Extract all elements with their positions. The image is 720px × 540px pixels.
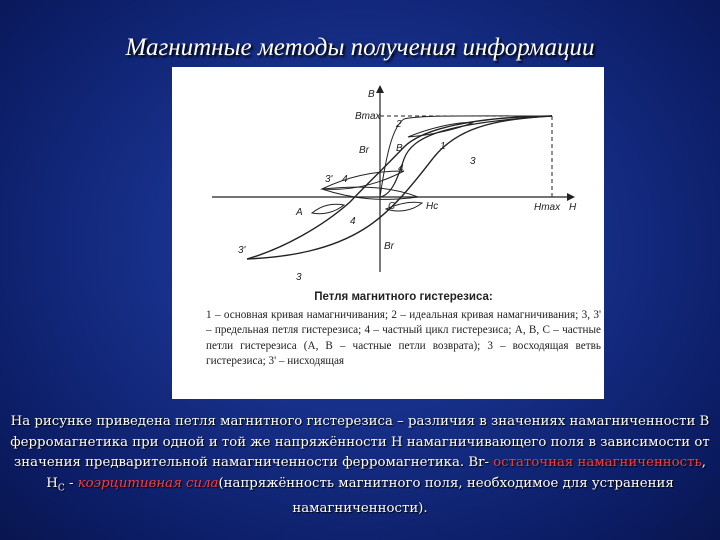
br-bottom-label: Br <box>384 241 394 252</box>
slide-body-text <box>4 412 716 520</box>
curve-2-label: 2 <box>396 119 402 130</box>
curve-2-ideal <box>380 116 552 197</box>
loop-B-label: B <box>396 143 403 154</box>
curve-3prime-top-label: 3' <box>325 174 333 185</box>
curve-3prime-descending <box>247 116 552 259</box>
h-axis-label: H <box>569 202 577 213</box>
curve-3-bottom-label: 3 <box>296 272 302 283</box>
hysteresis-figure <box>172 67 604 399</box>
coercive-term: коэрцитивная сила <box>77 475 219 491</box>
hmax-label: Hmax <box>534 202 561 213</box>
loop-A <box>312 204 344 213</box>
curve-1-main <box>380 116 552 197</box>
body-part2: (напряжённость магнитного поля, необходимое для устранения намагниченности). <box>218 475 674 517</box>
loop-A-label: A <box>296 207 303 218</box>
br-top-label: Br <box>359 145 369 156</box>
b-axis-label: B <box>368 89 375 100</box>
body-sep: , H <box>46 455 706 491</box>
bmax-label: Bmax <box>355 111 381 122</box>
hc-label: Hc <box>426 201 439 212</box>
slide-title: Магнитные методы получения информации <box>125 34 595 61</box>
loop-4a-label: 4 <box>398 163 404 174</box>
b-axis-arrow <box>376 85 384 93</box>
body-part1: На рисунке приведена петля магнитного гистерезиса – различия в значениях намагниченности В ферромагнетика при одной и той же напряжённости Н намагничивающего поля в зависимости от значения предварительной намагниченности ферромагнетика. Br- <box>10 414 710 471</box>
curve-1-label: 1 <box>440 141 446 152</box>
caption-text: 1 – основная кривая намагничивания; 2 – идеальная кривая намагничивания; 3, 3' – предельная петля гистерезиса; 4 – частный цикл гистерезиса; A, B, C – частные петли гистерезиса (A, B – частные петли возврата); 3 – восходящая ветвь гистерезиса; 3' – нисходящая <box>206 308 601 367</box>
remanence-term: остаточная намагниченность <box>493 455 702 471</box>
body-dash: - <box>64 475 78 491</box>
curve-3prime-bottom-label: 3' <box>238 245 246 256</box>
curve-3-top-label: 3 <box>470 156 476 167</box>
loop-4c-label: 4 <box>350 216 356 227</box>
caption-title: Петля магнитного гистерезиса: <box>314 291 493 303</box>
minor-loop-4 <box>322 171 404 189</box>
figure-caption <box>206 290 601 370</box>
loop-4b-label: 4 <box>342 174 348 185</box>
h-axis-arrow <box>567 193 575 201</box>
curve-3-ascending <box>247 116 552 259</box>
hc-subscript: C <box>57 483 65 494</box>
loop-C-label: C <box>388 201 396 212</box>
